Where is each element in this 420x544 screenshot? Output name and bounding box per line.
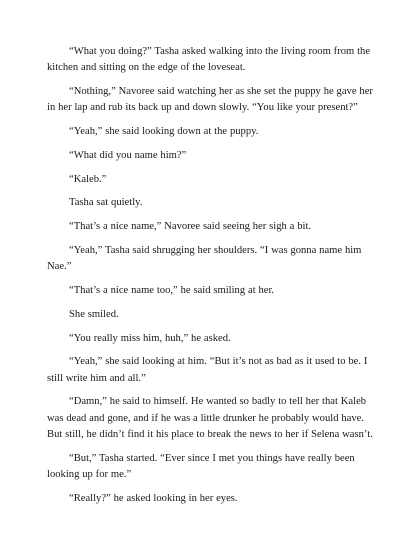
- paragraph-9: “That’s a nice name too,” he said smiling at her.: [69, 284, 275, 296]
- paragraph-10: She smiled.: [69, 308, 119, 320]
- paragraph-13: “Damn,” he said to himself. He wanted so badly to tell her that Kaleb was dead and gone, and if he was a little drunker he probably would have. But still, he didn’t find it his place to break the news to her if Selena wasn’t.: [47, 396, 373, 440]
- paragraph-4: “What did you name him?”: [69, 149, 187, 161]
- paragraph-15: “Really?” he asked looking in her eyes.: [69, 492, 238, 504]
- paragraph-1: “What you doing?” Tasha asked walking into the living room from the kitchen and sitting on the edge of the loveseat.: [47, 46, 371, 74]
- paragraph-7: “That’s a nice name,” Navoree said seeing her sigh a bit.: [69, 221, 312, 233]
- paragraph-11: “You really miss him, huh,” he asked.: [69, 332, 231, 344]
- paragraph-6: Tasha sat quietly.: [69, 197, 143, 209]
- paragraph-8: “Yeah,” Tasha said shrugging her shoulders. “I was gonna name him Nae.”: [47, 244, 362, 273]
- paragraph-5: “Kaleb.”: [69, 173, 107, 185]
- paragraph-2: “Nothing,” Navoree said watching her as she set the puppy he gave her in her lap and rub its back up and down slowly. “You like your present?”: [47, 86, 373, 114]
- paragraph-3: “Yeah,” she said looking down at the puppy.: [69, 126, 259, 137]
- paragraph-14: “But,” Tasha started. “Ever since I met you things have really been looking up for me.”: [47, 452, 355, 480]
- paragraph-12: “Yeah,” she said looking at him. “But it’s not as bad as it used to be. I still write him and all.”: [47, 356, 368, 384]
